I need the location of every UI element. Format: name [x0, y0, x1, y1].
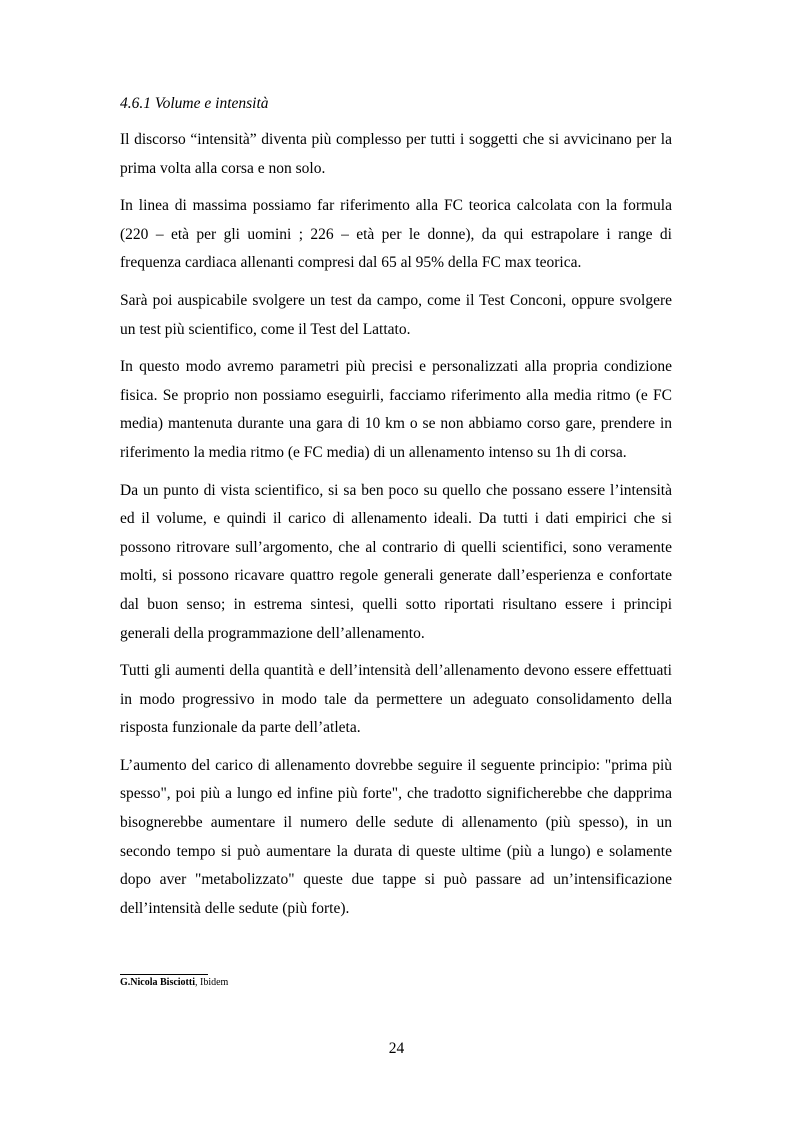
footnote-rule	[120, 974, 208, 975]
footnote-reference: Ibidem	[200, 977, 229, 988]
footnote-author: G.Nicola Bisciotti	[120, 977, 195, 988]
footnote-separator: ,	[195, 977, 200, 988]
paragraph-7: L’aumento del carico di allenamento dovrebbe seguire il seguente principio: "prima più spesso", poi più a lungo ed infine più forte", che tradotto significherebbe che dapprima bisognerebbe aumentare il numero delle sedute di allenamento (più spesso), in un secondo tempo si può aumentare la durata di queste ultime (più a lungo) e solamente dopo aver "metabolizzato" queste due tappe si può passare ad un’intensificazione dell’intensità delle sedute (più forte).	[120, 756, 672, 917]
footnote	[120, 974, 228, 990]
paragraph-6: Tutti gli aumenti della quantità e dell’intensità dell’allenamento devono essere effettuati in modo progressivo in modo tale da permettere un adeguato consolidamento della risposta funzionale da parte dell’atleta.	[120, 662, 672, 737]
page-number: 24	[388, 1040, 405, 1057]
paragraph-5: Da un punto di vista scientifico, si sa ben poco su quello che possano essere l’intensità ed il volume, e quindi il carico di allenamento ideali. Da tutti i dati empirici che si possono ritrovare sull’argomento, che al contrario di quelli scientifici, sono veramente molti, si possono ricavare quattro regole generali generate dall’esperienza e confortate dal buon senso; in estrema sintesi, quelli sotto riportati risultano essere i principi generali della programmazione dell’allenamento.	[120, 481, 672, 642]
page-body	[120, 92, 672, 932]
section-heading: 4.6.1 Volume e intensità	[120, 95, 269, 112]
paragraph-2: In linea di massima possiamo far riferimento alla FC teorica calcolata con la formula (220 – età per gli uomini ; 226 – età per le donne), da qui estrapolare i range di frequenza cardiaca allenanti compresi dal 65 al 95% della FC max teorica.	[120, 197, 672, 272]
paragraph-1: Il discorso “intensità” diventa più complesso per tutti i soggetti che si avvicinano per la prima volta alla corsa e non solo.	[120, 131, 672, 177]
paragraph-3: Sarà poi auspicabile svolgere un test da campo, come il Test Conconi, oppure svolgere un test più scientifico, come il Test del Lattato.	[120, 291, 672, 338]
paragraph-4: In questo modo avremo parametri più precisi e personalizzati alla propria condizione fisica. Se proprio non possiamo eseguirli, facciamo riferimento alla media ritmo (e FC media) mantenuta durante una gara di 10 km o se non abbiamo corso gare, prendere in riferimento la media ritmo (e FC media) di un allenamento intenso su 1h di corsa.	[120, 358, 672, 461]
